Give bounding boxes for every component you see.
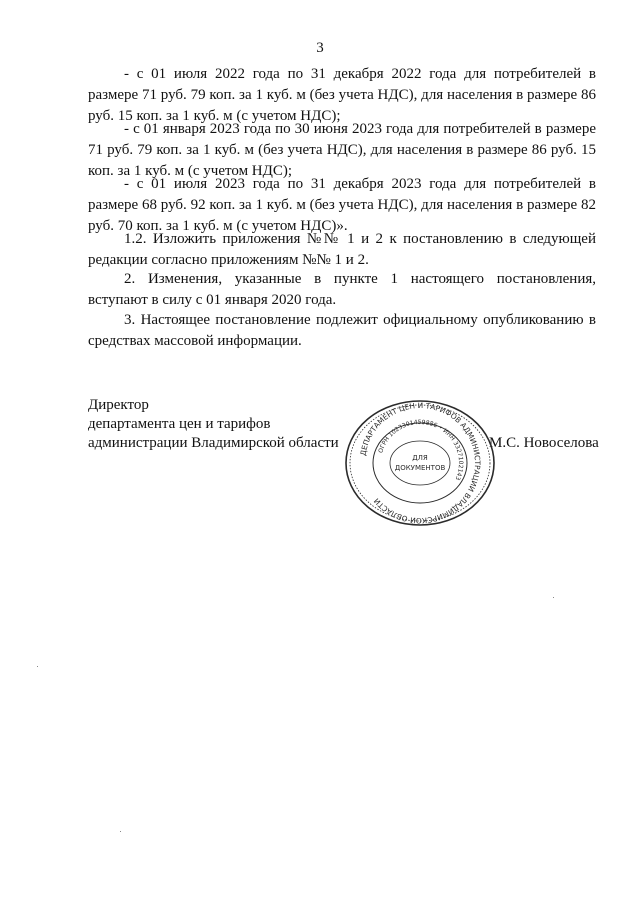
signatory-title: Директор	[88, 397, 149, 413]
paragraph-item-1-2: 1.2. Изложить приложения №№ 1 и 2 к постановлению в следующей редакции согласно приложениям №№ 1 и 2.	[88, 231, 596, 268]
signatory-administration: администрации Владимирской области	[88, 435, 339, 451]
paragraph-item-2: 2. Изменения, указанные в пункте 1 настоящего постановления, вступают в силу с 01 января 2020 года.	[88, 271, 596, 308]
stamp-ring-text: ДЕПАРТАМЕНТ ЦЕН И ТАРИФОВ АДМИНИСТРАЦИИ ВЛАДИМИРСКОЙ ОБЛАСТИ	[358, 400, 483, 526]
scan-speck	[37, 666, 38, 667]
paragraph-period-jul-dec-2023: - с 01 июля 2023 года по 31 декабря 2023 года для потребителей в размере 68 руб. 92 коп. за 1 куб. м (без учета НДС), для населения в размере 82 руб. 70 коп. за 1 куб. м (с учетом НДС)».	[88, 176, 596, 234]
official-seal-stamp	[343, 399, 497, 527]
stamp-center-line1: ДЛЯ	[412, 454, 428, 462]
paragraph-period-jan-jun-2023: - с 01 января 2023 года по 30 июня 2023 года для потребителей в размере 71 руб. 79 коп. за 1 куб. м (без учета НДС), для населения в размере 86 руб. 15 коп. за 1 куб. м (с учетом НДС);	[88, 121, 596, 179]
paragraph-period-jul-dec-2022: - с 01 июля 2022 года по 31 декабря 2022 года для потребителей в размере 71 руб. 79 коп. за 1 куб. м (без учета НДС), для населения в размере 86 руб. 15 коп. за 1 куб. м (с учетом НДС);	[88, 66, 596, 124]
stamp-codes-text: ОГРН 1023301459886 • ИНН 3327102143	[377, 418, 465, 482]
scan-speck	[553, 597, 554, 598]
signatory-department: департамента цен и тарифов	[88, 416, 271, 432]
signatory-name: М.С. Новоселова	[489, 435, 599, 451]
scan-speck	[120, 831, 121, 832]
paragraph-item-3: 3. Настоящее постановление подлежит официальному опубликованию в средствах массовой информации.	[88, 312, 596, 349]
stamp-center-line2: ДОКУМЕНТОВ	[394, 464, 446, 472]
page-number: 3	[316, 40, 324, 56]
